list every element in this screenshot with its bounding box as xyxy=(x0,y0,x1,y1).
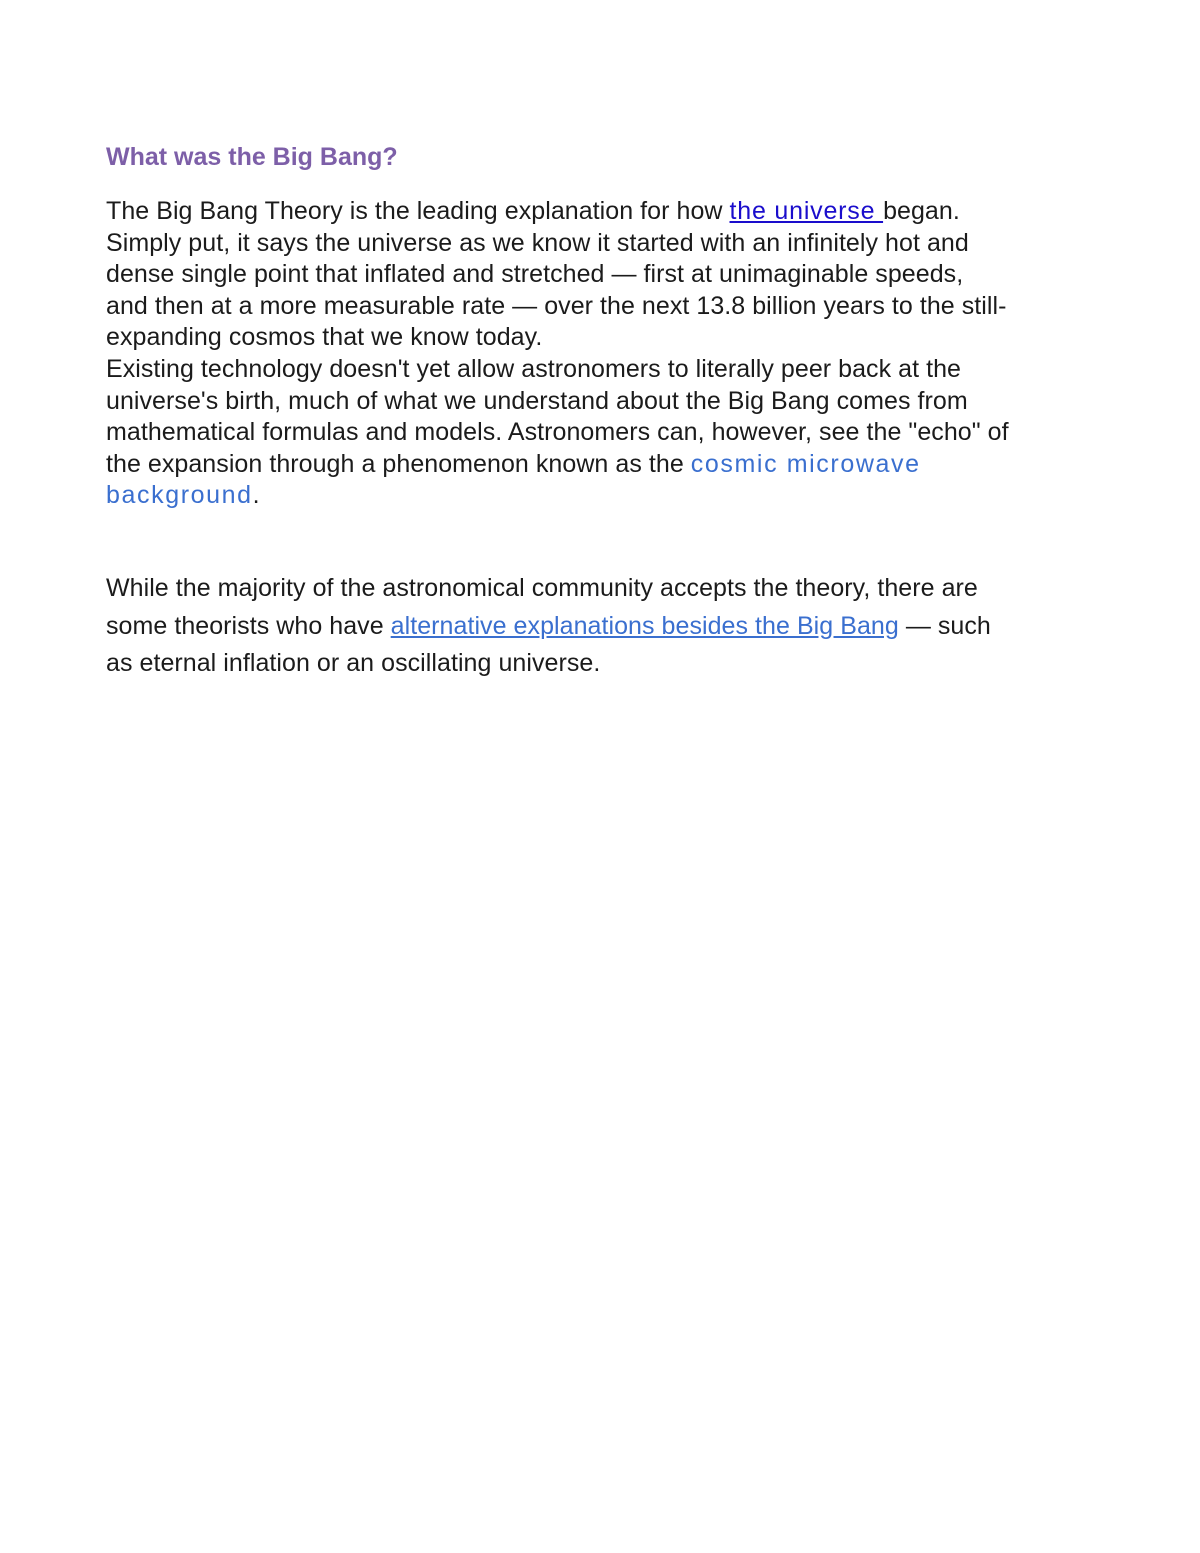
text-line: While the majority of the astronomical community accepts the theory, there are xyxy=(106,574,978,602)
text-line: background. xyxy=(106,481,260,510)
article-heading: What was the Big Bang? xyxy=(106,143,398,171)
text-line: The Big Bang Theory is the leading explanation for how the universe began. xyxy=(106,197,960,225)
text-line: Existing technology doesn't yet allow astronomers to literally peer back at the xyxy=(106,354,961,383)
paragraph-alternative-theories xyxy=(106,570,1106,683)
text-line: expanding cosmos that we know today. xyxy=(106,323,543,352)
text-line: some theorists who have alternative explanations besides the Big Bang — such xyxy=(106,611,991,640)
paragraph-big-bang-theory xyxy=(106,196,1106,512)
link-cosmic-microwave-background[interactable]: cosmic microwave xyxy=(690,449,921,478)
link-alternative-explanations[interactable]: alternative explanations besides the Big Bang xyxy=(390,611,899,640)
text-line: universe's birth, much of what we understand about the Big Bang comes from xyxy=(106,386,968,415)
text-line: as eternal inflation or an oscillating universe. xyxy=(106,649,601,677)
link-cosmic-microwave-background-cont[interactable]: background xyxy=(106,481,253,510)
text-line: the expansion through a phenomenon known as the cosmic microwave xyxy=(106,449,921,478)
text-line: and then at a more measurable rate — over the next 13.8 billion years to the still- xyxy=(106,291,1007,320)
text-line: Simply put, it says the universe as we know it started with an infinitely hot and xyxy=(106,228,969,257)
text-line: mathematical formulas and models. Astronomers can, however, see the "echo" of xyxy=(106,418,1009,447)
text-line: dense single point that inflated and stretched — first at unimaginable speeds, xyxy=(106,260,964,289)
link-the-universe[interactable]: the universe xyxy=(729,197,884,225)
